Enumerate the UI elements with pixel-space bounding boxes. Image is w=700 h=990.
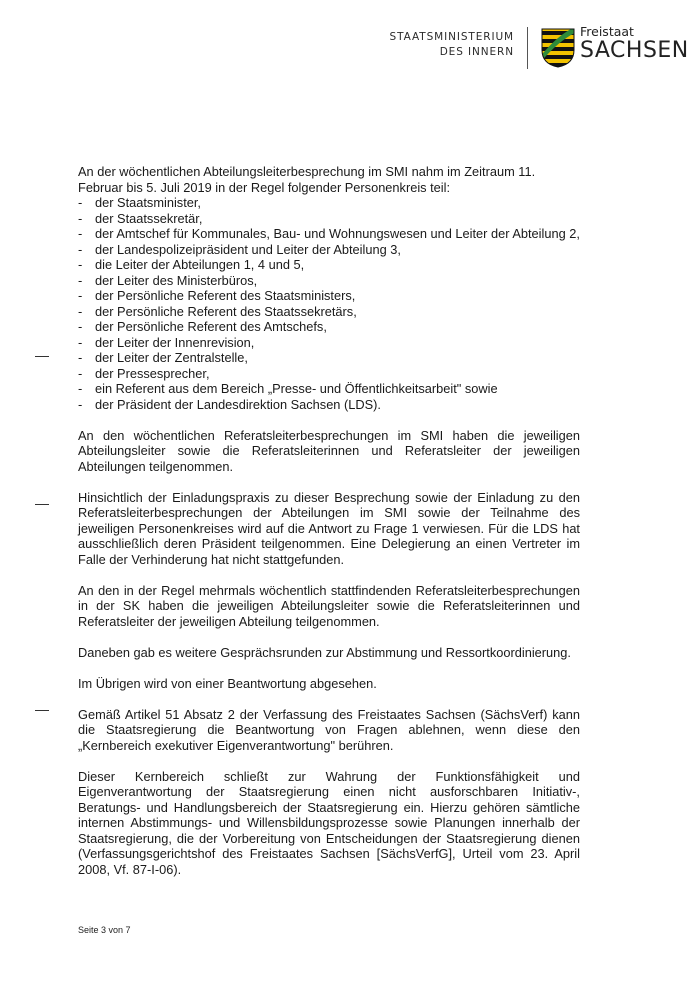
ministry-line-1: STAATSMINISTERIUM [389, 31, 514, 43]
list-item: - der Persönliche Referent des Staatsministers, [78, 288, 580, 304]
list-item: - die Leiter der Abteilungen 1, 4 und 5, [78, 257, 580, 273]
list-item: - der Leiter des Ministerbüros, [78, 273, 580, 289]
freistaat-sachsen-logo [580, 25, 689, 63]
list-item: - ein Referent aus dem Bereich „Presse- und Öffentlichkeitsarbeit" sowie [78, 381, 580, 397]
list-item: - der Präsident der Landesdirektion Sachsen (LDS). [78, 397, 580, 413]
list-item: - der Pressesprecher, [78, 366, 580, 382]
paragraph: Im Übrigen wird von einer Beantwortung abgesehen. [78, 675, 377, 691]
document-body [78, 164, 580, 893]
list-item: - der Landespolizeipräsident und Leiter der Abteilung 3, [78, 242, 580, 258]
list-item: - der Amtschef für Kommunales, Bau- und Wohnungswesen und Leiter der Abteilung 2, [78, 226, 580, 242]
intro-paragraph: An der wöchentlichen Abteilungsleiterbesprechung im SMI nahm im Zeitraum 11. Februar bis 5. Juli 2019 in der Regel folgender Personenkreis teil: [78, 164, 536, 195]
margin-mark [35, 356, 49, 357]
header-divider [527, 27, 528, 69]
list-item: - der Persönliche Referent des Staatssekretärs, [78, 304, 580, 320]
paragraph: An den wöchentlichen Referatsleiterbesprechungen im SMI haben die jeweiligen Abteilungsleiter sowie die Referatsleiterinnen und Referatsleiter der jeweiligen Abteilungen teilgenommen. [78, 427, 580, 474]
page-number: Seite 3 von 7 [78, 925, 131, 935]
paragraph: Dieser Kernbereich schließt zur Wahrung der Funktionsfähigkeit und Eigenverantwortung der Staatsregierung einen nicht ausforschbaren Initiativ-, Beratungs- und Handlungsbereich der Staatsregierung ein. Hierzu gehören sämtliche internen Abstimmungs- und Willensbildungsprozesse sowie Planungen innerhalb der Staatsregierung, die der Vorbereitung von Entscheidungen der Staatsregierung dienen (Verfassungsgerichtshof des Freistaates Sachsen [SächsVerfG], Urteil vom 23. April 2008, Vf. 87-I-06). [78, 768, 580, 877]
ministry-line-2: DES INNERN [439, 46, 514, 58]
ministry-name [390, 30, 514, 60]
list-item: - der Leiter der Innenrevision, [78, 335, 580, 351]
list-item: - der Leiter der Zentralstelle, [78, 350, 580, 366]
list-item: - der Staatssekretär, [78, 211, 580, 227]
paragraph: Gemäß Artikel 51 Absatz 2 der Verfassung des Freistaates Sachsen (SächsVerf) kann die Staatsregierung die Beantwortung von Fragen ablehnen, wenn diese den „Kernbereich exekutiver Eigenverantwortung" berühren. [78, 706, 580, 753]
participant-list [78, 195, 580, 412]
list-item: - der Persönliche Referent des Amtschefs, [78, 319, 580, 335]
paragraph: Daneben gab es weitere Gesprächsrunden zur Abstimmung und Ressortkoordinierung. [78, 644, 571, 660]
margin-mark [35, 504, 49, 505]
margin-mark [35, 710, 49, 711]
list-item: - der Staatsminister, [78, 195, 580, 211]
logo-big-text: SACHSEN [580, 38, 689, 63]
paragraph: Hinsichtlich der Einladungspraxis zu dieser Besprechung sowie der Einladung zu den Referatsleiterbesprechungen der Abteilungen im SMI sowie der Teilnahme des jeweiligen Personenkreises wird auf die Antwort zu Frage 1 verwiesen. Für die LDS hat ausschließlich deren Präsident teilgenommen. Eine Delegierung an einen Vertreter im Falle der Verhinderung hat nicht stattgefunden. [78, 489, 580, 567]
paragraph: An den in der Regel mehrmals wöchentlich stattfindenden Referatsleiterbesprechungen in der SK haben die jeweiligen Abteilungsleiter sowie die Referatsleiterinnen und Referatsleiter der jeweiligen Abteilung teilgenommen. [78, 582, 580, 629]
logo-small-text: Freistaat [580, 24, 634, 39]
saxony-crest-icon [541, 28, 575, 68]
